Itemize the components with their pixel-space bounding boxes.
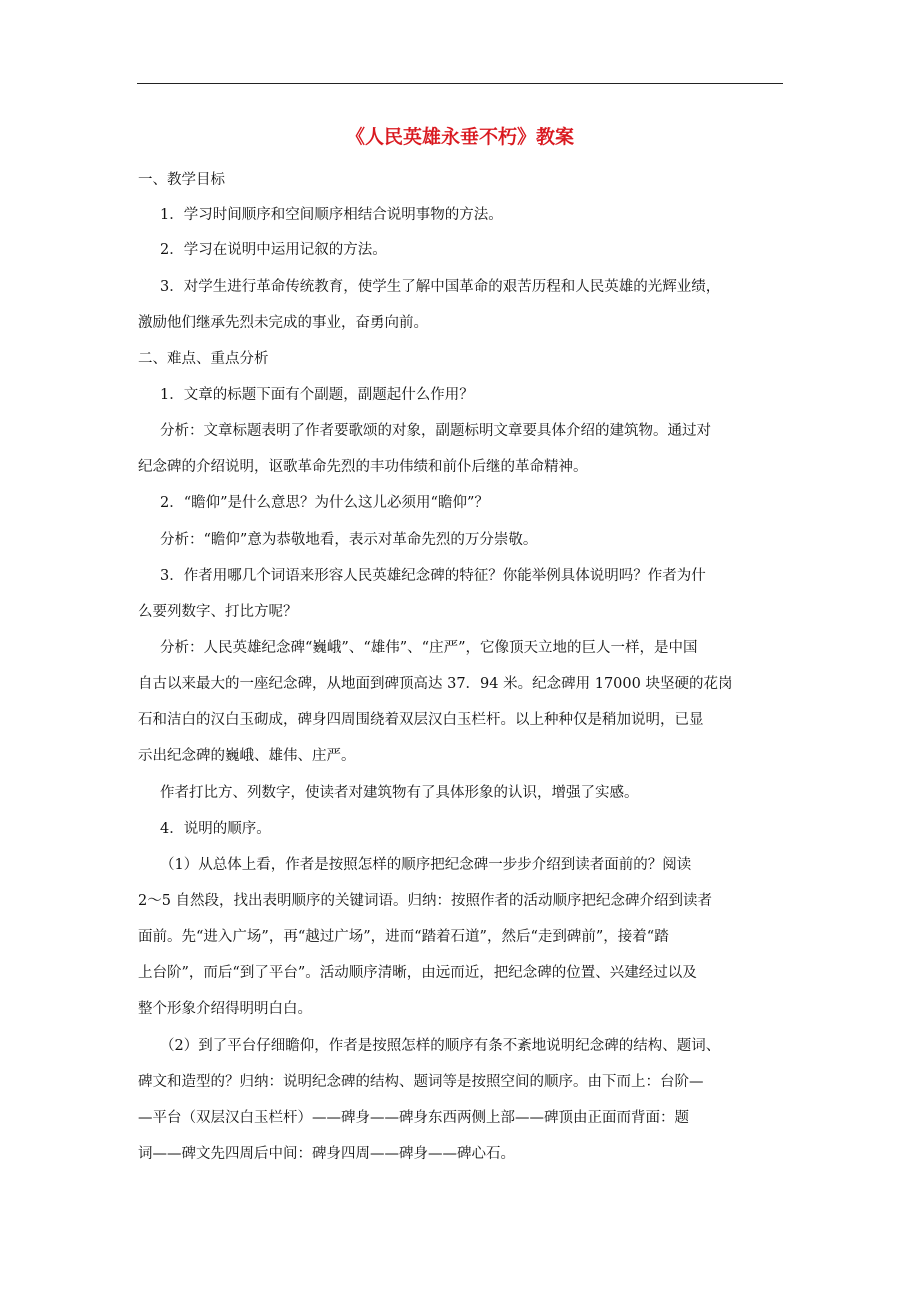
document-title: 《人民英雄永垂不朽》教案 xyxy=(345,126,574,148)
paragraph-line: 整个形象介绍得明明白白。 xyxy=(138,1001,312,1017)
paragraph-line: 示出纪念碑的巍峨、雄伟、庄严。 xyxy=(138,748,356,764)
question-line: 3．作者用哪几个词语来形容人民英雄纪念碑的特征？你能举例具体说明吗？作者为什 xyxy=(160,568,706,584)
paragraph-line: 上台阶”，而后“到了平台”。活动顺序清晰，由远而近，把纪念碑的位置、兴建经过以及 xyxy=(138,965,697,981)
question-line: 1．文章的标题下面有个副题，副题起什么作用？ xyxy=(160,387,474,403)
question-line: 2．“瞻仰”是什么意思？为什么这儿必须用“瞻仰”？ xyxy=(160,495,489,511)
section-heading-analysis: 二、难点、重点分析 xyxy=(138,351,269,367)
paragraph-line: —平台（双层汉白玉栏杆）——碑身——碑身东西两侧上部——碑顶由正面而背面：题 xyxy=(138,1110,689,1126)
paragraph-line: 激励他们继承先烈未完成的事业，奋勇向前。 xyxy=(138,315,428,331)
header-rule xyxy=(137,83,783,84)
section-heading-objectives: 一、教学目标 xyxy=(138,172,225,188)
paragraph-line: 纪念碑的介绍说明，讴歌革命先烈的丰功伟绩和前仆后继的革命精神。 xyxy=(138,459,588,475)
paragraph-line: 自古以来最大的一座纪念碑，从地面到碑顶高达 37．94 米。纪念碑用 17000 块坚硬的花岗 xyxy=(138,676,733,692)
paragraph-line: 分析：人民英雄纪念碑“巍峨”、“雄伟”、“庄严”，它像顶天立地的巨人一样，是中国 xyxy=(160,640,698,656)
paragraph-line: （2）到了平台仔细瞻仰，作者是按照怎样的顺序有条不紊地说明纪念碑的结构、题词、 xyxy=(160,1038,721,1054)
question-line: 4．说明的顺序。 xyxy=(160,821,271,837)
paragraph-line: 么要列数字、打比方呢？ xyxy=(138,604,298,620)
paragraph-line: 2．学习在说明中运用记叙的方法。 xyxy=(160,242,387,258)
paragraph-line: （1）从总体上看，作者是按照怎样的顺序把纪念碑一步步介绍到读者面前的？阅读 xyxy=(160,857,692,873)
paragraph-line: 词——碑文先四周后中间：碑身四周——碑身——碑心石。 xyxy=(138,1146,515,1162)
paragraph-line: 碑文和造型的？归纳：说明纪念碑的结构、题词等是按照空间的顺序。由下而上：台阶— xyxy=(138,1074,704,1090)
paragraph-line: 石和洁白的汉白玉砌成，碑身四周围绕着双层汉白玉栏杆。以上种种仅是稍加说明，已显 xyxy=(138,712,704,728)
paragraph-line: 3．对学生进行革命传统教育，使学生了解中国革命的艰苦历程和人民英雄的光辉业绩， xyxy=(160,279,721,295)
paragraph-line: 分析：“瞻仰”意为恭敬地看，表示对革命先烈的万分崇敬。 xyxy=(160,532,538,548)
paragraph-line: 作者打比方、列数字，使读者对建筑物有了具体形象的认识，增强了实感。 xyxy=(160,785,639,801)
paragraph-line: 面前。先“进入广场”，再“越过广场”，进而“踏着石道”，然后“走到碑前”，接着“踏 xyxy=(138,929,669,945)
paragraph-line: 1．学习时间顺序和空间顺序相结合说明事物的方法。 xyxy=(160,207,503,223)
paragraph-line: 分析：文章标题表明了作者要歌颂的对象，副题标明文章要具体介绍的建筑物。通过对 xyxy=(160,423,711,439)
paragraph-line: 2～5 自然段，找出表明顺序的关键词语。归纳：按照作者的活动顺序把纪念碑介绍到读者 xyxy=(138,893,713,909)
